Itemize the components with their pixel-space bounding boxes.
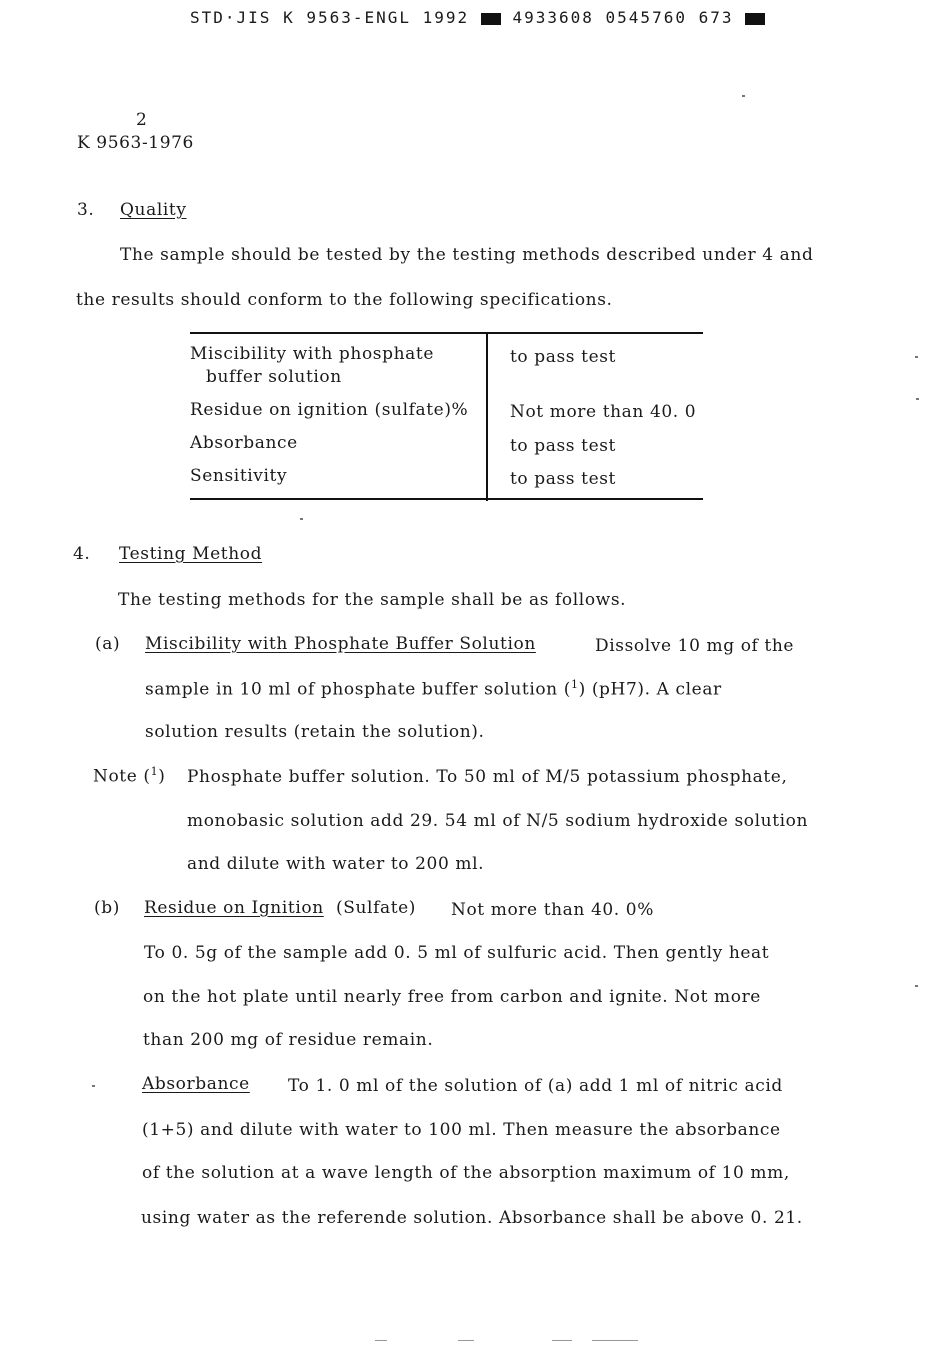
item-c-line-3: of the solution at a wave length of the absorption maximum of 10 mm, [142,1163,790,1183]
stamp-code: 4933608 0545760 673 [512,8,734,27]
item-a-line-1: Dissolve 10 mg of the [595,636,795,656]
table-column-divider [486,334,488,501]
table-bottom-rule [190,498,703,500]
item-c-line-1: To 1. 0 ml of the solution of (a) add 1 ml of nitric acid [288,1076,783,1096]
section-4-intro: The testing methods for the sample shall be as follows. [118,590,627,610]
standard-id: K 9563-1976 [77,133,194,153]
stamp-prefix: STD·JIS K 9563-ENGL 1992 [190,8,470,27]
spec-value-miscibility: to pass test [510,347,616,367]
item-b-line-2: on the hot plate until nearly free from carbon and ignite. Not more [143,987,761,1007]
spec-value-residue: Not more than 40. 0 [510,402,697,422]
spec-item-sensitivity: Sensitivity [190,466,288,486]
section-4-title: Testing Method [119,544,263,564]
spec-value-sensitivity: to pass test [510,469,616,489]
item-a-title: Miscibility with Phosphate Buffer Solution [145,634,536,654]
note-1-line-2: monobasic solution add 29. 54 ml of N/5 sodium hydroxide solution [187,811,809,831]
item-b-title: Residue on Ignition [144,898,324,918]
spec-value-absorbance: to pass test [510,436,616,456]
note-label-text: Note ( [93,766,151,787]
page-number: 2 [136,110,148,130]
item-a-label: (a) [95,634,121,654]
note-label-number: 1 [150,765,159,778]
item-a-line-2 [145,678,722,700]
item-a-line-2-text: sample in 10 ml of phosphate buffer solution ( [145,679,571,700]
item-c-line-4: using water as the referende solution. Absorbance shall be above 0. 21. [141,1208,803,1228]
section-3-intro-line-2: the results should conform to the following specifications. [76,290,613,310]
spec-item-residue: Residue on ignition (sulfate)% [190,400,469,420]
scan-dash [592,1340,638,1341]
section-4-number: 4. [73,544,91,564]
item-c-line-2: (1+5) and dilute with water to 100 ml. Then measure the absorbance [142,1120,781,1140]
note-1-line-3: and dilute with water to 200 ml. [187,854,485,874]
item-b-line-3: than 200 mg of residue remain. [143,1030,434,1050]
scan-speck [300,518,303,520]
item-b-limit: Not more than 40. 0% [451,900,654,920]
scan-dash [375,1340,387,1341]
footnote-ref: 1 [570,678,579,691]
item-a-line-3: solution results (retain the solution). [145,722,485,742]
note-1-line-1: Phosphate buffer solution. To 50 ml of M/5 potassium phosphate, [187,767,788,787]
scan-speck [915,985,918,987]
spec-item-miscibility: Miscibility with phosphate [190,344,434,364]
section-3-intro-line-1: The sample should be tested by the testing methods described under 4 and [120,245,814,265]
section-3-number: 3. [77,200,95,220]
stamp-block-mark [745,13,765,25]
item-c-title: Absorbance [142,1074,250,1094]
note-label-close: ) [158,766,166,787]
scan-speck [915,356,918,358]
document-stamp-header [190,8,765,27]
scan-speck [916,398,919,400]
scan-dash [458,1340,474,1341]
item-b-line-1: To 0. 5g of the sample add 0. 5 ml of sulfuric acid. Then gently heat [144,943,770,963]
scan-speck [742,95,745,97]
item-b-label: (b) [94,898,120,918]
scan-dash [552,1340,572,1341]
scan-speck [92,1085,95,1087]
note-1-label [93,765,165,787]
table-top-rule [190,332,703,334]
item-b-title-suffix: (Sulfate) [336,898,417,918]
spec-item-absorbance: Absorbance [190,433,298,453]
section-3-title: Quality [120,200,187,220]
item-a-line-2-end: ) (pH7). A clear [578,679,722,700]
stamp-block-mark [481,13,501,25]
spec-item-miscibility-cont: buffer solution [206,367,342,387]
